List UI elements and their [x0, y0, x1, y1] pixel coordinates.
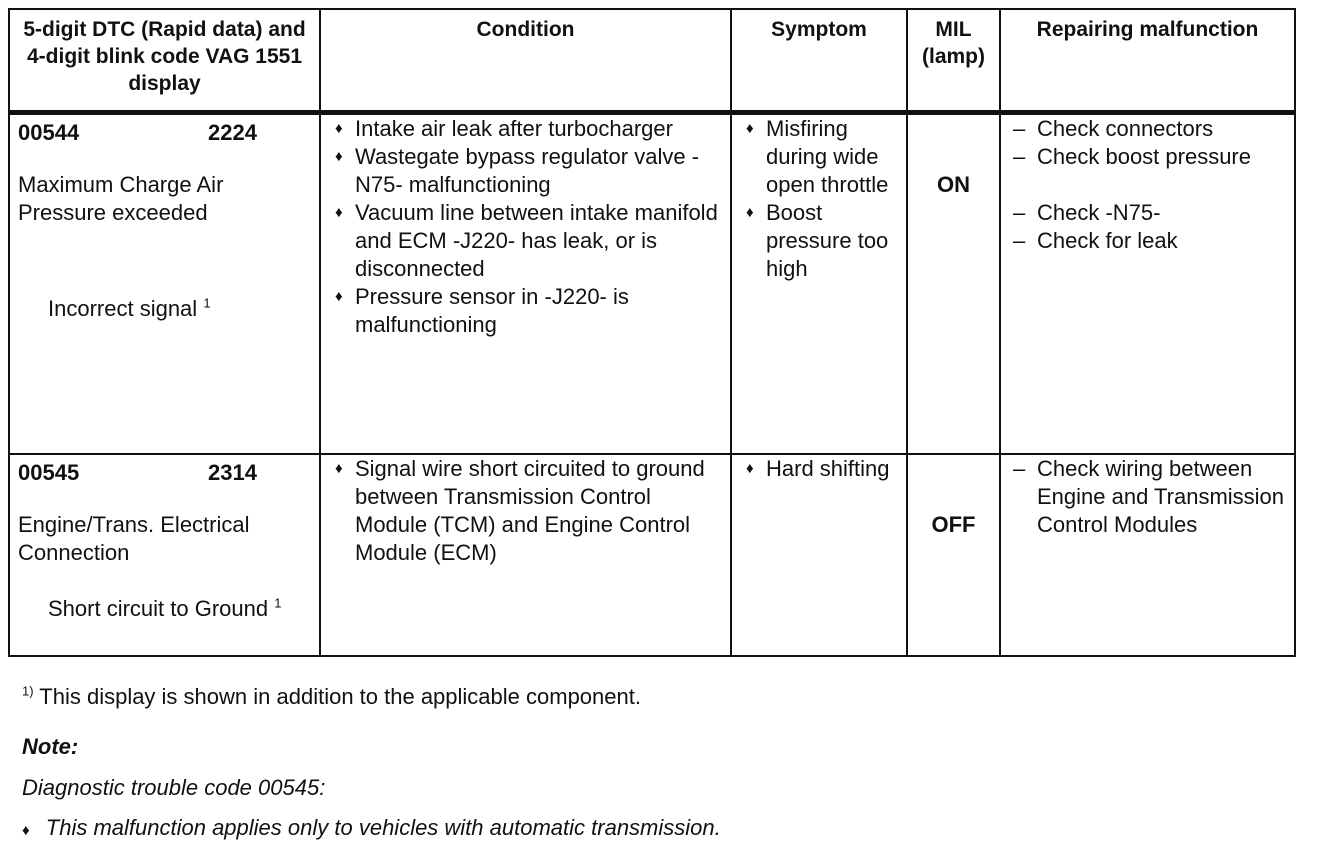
fault-subtype: Short circuit to Ground $^1$ [48, 595, 282, 621]
mil-cell [907, 113, 1000, 455]
header-dtc: 5-digit DTC (Rapid data) and 4-digit blink code VAG 1551 display [9, 9, 320, 113]
note-bullet-text: This malfunction applies only to vehicles with automatic transmission. [45, 815, 721, 840]
footnote-marker: 1) [22, 683, 34, 699]
symptom-item: ♦ Misfiring during wide open throttle [740, 115, 898, 199]
blink-code: 2314 [208, 460, 257, 485]
dtc-cell [9, 454, 320, 656]
header-symptom: Symptom [731, 9, 907, 113]
footnote-text: This display is shown in addition to the applicable component. [39, 684, 641, 709]
fault-subtype: Incorrect signal $^1$ [48, 295, 211, 321]
mil-status: OFF [931, 512, 976, 537]
repair-item: – Check connectors [1009, 115, 1286, 143]
repair-cell [1000, 454, 1295, 656]
condition-cell [320, 113, 731, 455]
note-line: Diagnostic trouble code 00545: [22, 775, 326, 800]
condition-item: ♦ Vacuum line between intake manifold and ECM -J220- has leak, or is disconnected [329, 199, 722, 283]
symptom-item: ♦ Hard shifting [740, 455, 898, 483]
repair-item: – Check wiring between Engine and Transmission Control Modules [1009, 455, 1286, 539]
condition-item: ♦ Wastegate bypass regulator valve -N75- malfunctioning [329, 143, 722, 199]
symptom-cell [731, 113, 907, 455]
condition-cell [320, 454, 731, 656]
repair-item: – Check for leak [1009, 227, 1286, 255]
note-heading: Note: [22, 734, 79, 759]
dtc-code: 00544 [18, 120, 80, 145]
note-bullet [22, 815, 721, 841]
dtc-table [8, 8, 1296, 657]
table-row [9, 454, 1295, 656]
repair-item: – Check -N75- [1009, 199, 1286, 227]
mil-status: ON [937, 172, 970, 197]
repair-item: – Check boost pressure [1009, 143, 1286, 171]
table-header-row [9, 9, 1295, 113]
diamond-bullet-icon: ♦ [22, 822, 30, 839]
blink-code: 2224 [208, 120, 257, 145]
table-row [9, 113, 1295, 455]
mil-cell [907, 454, 1000, 656]
condition-item: ♦ Pressure sensor in -J220- is malfunctioning [329, 283, 722, 339]
condition-item: ♦ Signal wire short circuited to ground between Transmission Control Module (TCM) and Engine Control Module (ECM) [329, 455, 722, 567]
header-mil: MIL (lamp) [907, 9, 1000, 113]
footnote-ref: 1 [203, 295, 211, 311]
symptom-cell [731, 454, 907, 656]
code-line [18, 119, 311, 147]
fault-title: Engine/Trans. Electrical Connection [18, 512, 250, 565]
code-line [18, 459, 311, 487]
header-condition: Condition [320, 9, 731, 113]
dtc-cell [9, 113, 320, 455]
fault-title: Maximum Charge Air Pressure exceeded [18, 172, 224, 225]
footnote [22, 684, 641, 710]
symptom-item: ♦ Boost pressure too high [740, 199, 898, 283]
dtc-code: 00545 [18, 460, 80, 485]
footnote-ref: 1 [274, 595, 282, 611]
header-repair: Repairing malfunction [1000, 9, 1295, 113]
condition-item: ♦ Intake air leak after turbocharger [329, 115, 722, 143]
repair-cell [1000, 113, 1295, 455]
